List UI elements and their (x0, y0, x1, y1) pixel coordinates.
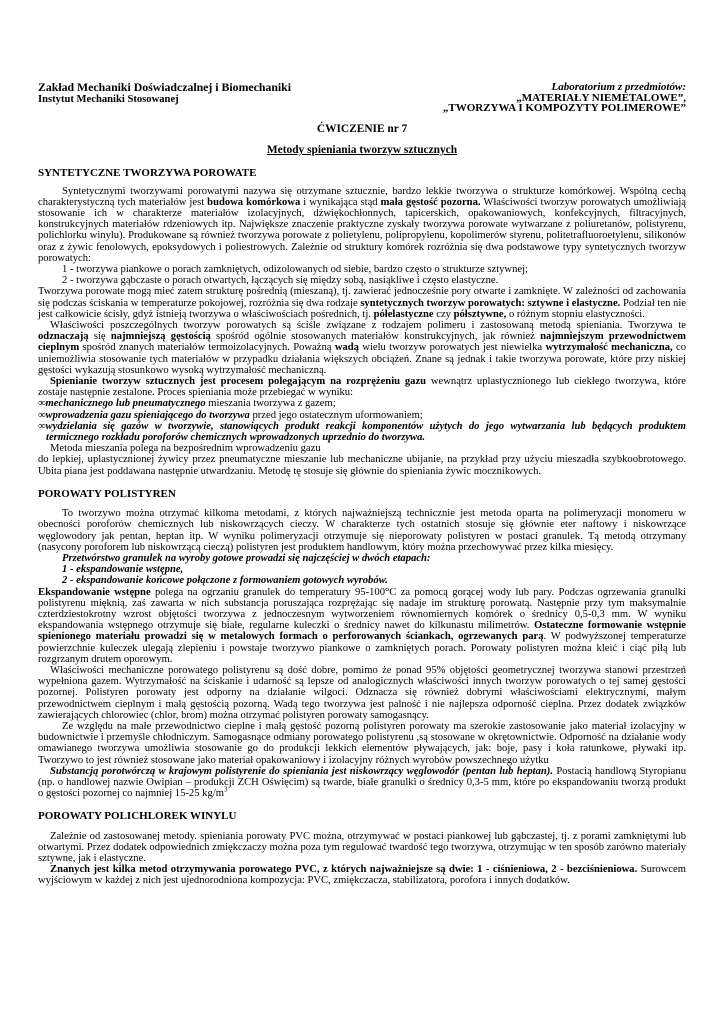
exercise-number: ĆWICZENIE nr 7 (316, 123, 408, 135)
institution-name: Zakład Mechaniki Doświadczalnej i Biomechaniki (38, 80, 291, 94)
bullet-item: ∞wydzielania się gazów w tworzywie, stanowiących produkt reakcji komponentów użytych do jego wytwarzania lub będących produktem termicznego rozkładu poroforów chemicznych wprowadzonych uprzednio do tworzywa. (38, 420, 686, 444)
bullet-item: ∞mechanicznego lub pneumatycznego mieszania tworzywa z gazem; (38, 398, 336, 410)
section-heading-pvc: POROWATY POLICHLOREK WINYLU (38, 810, 237, 823)
section-heading-porous-materials: SYNTETYCZNE TWORZYWA POROWATE (38, 167, 257, 180)
document-title: Metody spieniania tworzyw sztucznych (266, 144, 458, 157)
paragraph-processing-stages: Przetwórstwo granulek na wyroby gotowe prowadzi się najczęściej w dwóch etapach: (62, 552, 431, 564)
list-item: 2 - tworzywa gąbczaste o porach otwartych, łączących się między sobą, nasiąkliwe i często elastyczne. (62, 275, 499, 287)
paragraph-structure: Tworzywa porowate mogą mieć zatem strukturę pośrednią (mieszaną), tj. zawierać jednocześnie pory otwarte i zamknięte. W zależności od zachowania się podczas ściskania w temperaturze pokojowej, rozróżnia się dwa rodzaje syntetycznych tworzyw porowatych: sztywne i elastyczne. Podział ten nie jest całkowicie ścisły, gdyż istnieją tworzywa o właściwościach pośrednich, tj. półelastyczne czy półsztywne, o różnym stopniu elastyczności. (38, 286, 686, 320)
paragraph-intro: Syntetycznymi tworzywami porowatymi nazywa się otrzymane sztucznie, bardzo lekkie tworzywa o strukturze komórkowej. Wspólną cechą charakterystyczną tych materiałów jest budowa komórkowa i wynikająca stąd mała gęstość pozorna. Właściwości tworzyw porowatych umożliwiają stosowanie ich w charakterze materiałów izolacyjnych, dźwiękochłonnych, tapicerskich, opakowaniowych, konfekcyjnych, filtracyjnych, konstrukcyjnych materiałów rdzeniowych itp. Największe znaczenie praktyczne zyskały tworzywa porowate wytwarzane z poliuretanów, polistyrenu, polichlorku winylu). Produkowane są również tworzywa porowate z polietylenu, polipropylenu, kopolimerów styrenu, politetrafluoroetylenu, silikonów oraz z żywic fenolowych, epoksydowych i poliestrowych. Zależnie od struktury komórek rozróżnia się dwa podstawowe typy syntetycznych tworzyw porowatych: (38, 185, 686, 264)
paragraph-properties: Właściwości poszczególnych tworzyw porowatych są ściśle związane z rodzajem polimeru i zastosowaną metodą spieniania. Tworzywa te odznaczają się najmniejszą gęstością spośród ogólnie stosowanych materiałów konstrukcyjnych, jak również najmniejszym przewodnictwem cieplnym spośród znanych materiałów termoizolacyjnych. Poważną wadą wielu tworzyw porowatych jest niewielka wytrzymałość mechaniczna, co uniemożliwia stosowanie tych materiałów w przypadku działania większych obciążeń. Znane są jednak i takie tworzywa porowate, które przy niskiej gęstości wykazują stosunkowo wysoką wytrzymałość mechaniczną. (38, 320, 686, 376)
paragraph-pre-expansion: Ekspandowanie wstępne polega na ogrzaniu granulek do temperatury 95-100°C za pomocą gorącej wody lub pary. Podczas ogrzewania granulki polistyrenu mięknią, zaś zawarta w nich substancja poruszająca rozprężając się nadaje im strukturę porowatą. Następnie przy tym maksymalnie czterdziestokrotny wzrost objętości tworzywa z jednoczesnym wytworzeniem równomiernych komórek o średnicy 0,5-0,3 mm. W wyniku ekspandowania wstępnego otrzymuje się białe, regularne kuleczki o średnicy nawet do kilkunastu milimetrów. Ostateczne formowanie wstępnie spienionego materiału prowadzi się w metalowych formach o perforowanych ściankach, ogrzewanych parą. W podwyższonej temperaturze powierzchnie kuleczek ulegają zlepieniu i powstaje tworzywo piankowe o zamkniętych porach. Porowaty polistyren można kleić i ciąć piłą lub rozgrzanym drutem oporowym. (38, 586, 686, 665)
document-page (38, 82, 686, 887)
paragraph-mechanical-properties: Właściwości mechaniczne porowatego polistyrenu są dość dobre, pomimo że ponad 95% objętości geometrycznej tworzywa stanowi przestrzeń wypełniona gazem. Wytrzymałość na ściskanie i udarność są lepsze od analogicznych właściwości innych tworzyw porowatych o tej samej gęstości pozornej. Polistyren porowaty jest odporny na działanie wilgoci. Odznacza się również dobrymi właściwościami elektrycznymi, małym przewodnictwem cieplnym i małą gęstością pozorną. Wadą tego tworzywa jest palność i nie najlepsza odporność cieplna. Przez dodatek związków zawierających chlorowiec (chlor, brom) można otrzymać polistyren porowaty samogasnący. (38, 664, 686, 721)
bullet-item: ∞wprowadzenia gazu spieniającego do tworzywa przed jego ostatecznym uformowaniem; (38, 409, 423, 421)
stage-item: 2 - ekspandowanie końcowe połączone z formowaniem gotowych wyrobów. (62, 575, 388, 587)
subject-1: „MATERIAŁY NIEMETALOWE”, (516, 92, 686, 104)
paragraph-blowing-agent: Substancją porotwórczą w krajowym polistyrenie do spieniania jest niskowrzący węglowodór (pentan lub heptan). Postacią handlową Styropianu (np. o handlowej nazwie Owipian – produkcji ZCH Oświęcim) są twarde, białe granulki o średnicy 0,3-5 mm, które po ekspandowaniu tworzą produkt o gęstości pozornej co najmniej 15-25 $kg/m^3$ (38, 765, 686, 800)
paragraph-mixing-method-b: do lepkiej, uplastycznionej żywicy przez pneumatyczne mieszanie lub mechaniczne ubijanie, na przykład przy użyciu mieszadła szybkoobrotowego. Ubita piana jest poddawana następnie utwardzaniu. Metodę tę stosuje się głównie do spieniania żywic mocznikowych. (38, 454, 686, 477)
paragraph-mixing-method-a: Metoda mieszania polega na bezpośrednim wprowadzeniu gazu (50, 443, 321, 455)
paragraph-foaming-process: Spienianie tworzyw sztucznych jest procesem polegającym na rozprężeniu gazu wewnątrz uplastycznionego lub ciekłego tworzywa, które zostaje następnie zestalone. Proces spieniania może przebiegać w wyniku: (38, 376, 686, 399)
paragraph-pvc-intro: Zależnie od zastosowanej metody. spieniania porowaty PVC można, otrzymywać w postaci piankowej lub gąbczastej, tj. z porami zamkniętymi lub otwartymi. Przez dodatek odpowiednich zmiękczaczy można poza tym regulować twardość tego tworzywa, otrzymując w ten sposób zarówno materiały sztywne, jak i elastyczne. (38, 830, 686, 864)
paragraph-pvc-methods: Znanych jest kilka metod otrzymywania porowatego PVC, z których najważniejsze są dwie: 1 - ciśnieniowa, 2 - bezciśnieniowa. Surowcem wyjściowym w każdej z nich jest ujednorodniona kompozycja: PVC, zmiękczacza, stabilizatora, porofora i innych dodatków. (38, 864, 686, 887)
list-item: 1 - tworzywa piankowe o porach zamkniętych, odizolowanych od siebie, bardzo często o strukturze sztywnej; (62, 264, 528, 276)
subject-2: „TWORZYWA I KOMPOZYTY POLIMEROWE” (442, 102, 686, 114)
section-heading-polystyrene: POROWATY POLISTYREN (38, 487, 176, 500)
paragraph-applications: Ze względu na małe przewodnictwo cieplne i małą gęstość pozorną polistyren porowaty ma szerokie zastosowanie jako materiał izolacyjny w budownictwie i przemyśle chłodniczym. Samogasnące odmiany porowatego polistyrenu ,są stosowane w okrętownictwie. Odporność na działanie wody omawianego tworzywa umożliwia stosowanie go do produkcji lekkich elementów pływających, jak: boje, pasy i koła ratunkowe, pływaki itp. Tworzywo to jest również stosowane jako materiał opakowaniowy i izolacyjny różnych wyrobów powszechnego użytku (38, 720, 686, 766)
document-header (38, 82, 686, 118)
lab-label: Laboratorium z przedmiotów: (551, 81, 686, 93)
paragraph-polystyrene-intro: To tworzywo można otrzymać kilkoma metodami, z których najważniejszą technicznie jest metoda oparta na polimeryzacji monomeru w obecności poroforów chemicznych lub niskowrzących cieczy. W charakterze tych ostatnich stosuje się głównie eter naftowy i niskowrzące węglowodory jak pentan, heptan itp. W wyniku polimeryzacji otrzymuje się nieporowaty polistyren w postaci granulek. Tą metodą otrzymany (nasycony poroforem lub niskowrzącą cieczą) polistyren jest produktem handlowym, który można przechowywać przez kilka miesięcy. (38, 508, 686, 553)
stage-item: 1 - ekspandowanie wstępne, (62, 564, 184, 576)
institute-name: Instytut Mechaniki Stosowanej (38, 94, 179, 105)
